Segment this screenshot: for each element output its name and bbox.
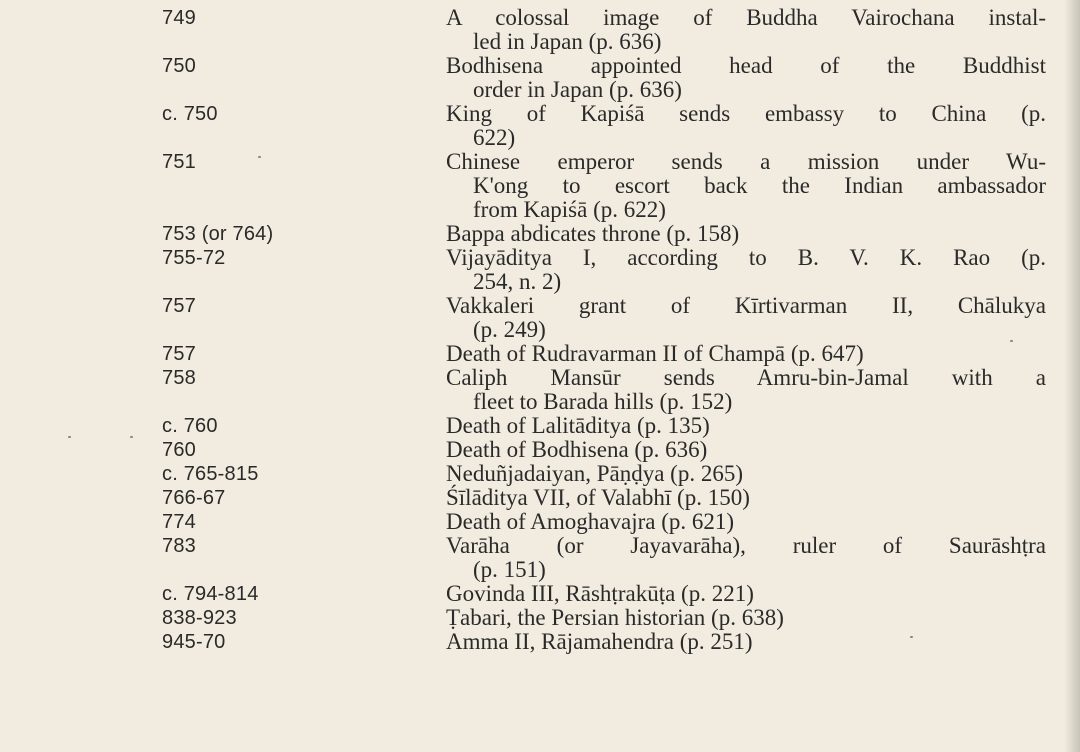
entry-date: 945-70 xyxy=(162,631,226,653)
entry-event-line: Bodhisena appointed head of the Buddhist xyxy=(446,53,1046,78)
entry-event xyxy=(446,462,1046,486)
entry-date: c. 760 xyxy=(162,415,218,437)
paper-speck xyxy=(68,436,71,438)
entry-date: 774 xyxy=(162,511,196,533)
entry-event-line: fleet to Barada hills (p. 152) xyxy=(473,389,733,414)
entry-event-line: Govinda III, Rāshṭrakūṭa (p. 221) xyxy=(446,581,754,606)
entry-event xyxy=(446,510,1046,534)
entry-event xyxy=(446,630,1046,654)
entry-date: c. 750 xyxy=(162,103,218,125)
entry-event-line: Death of Lalitāditya (p. 135) xyxy=(446,413,710,438)
chronology-entry xyxy=(162,342,1052,366)
chronology-entry xyxy=(162,222,1052,246)
entry-event-line: 254, n. 2) xyxy=(473,269,562,294)
entry-event xyxy=(446,102,1046,150)
chronology-entry xyxy=(162,414,1052,438)
chronology-entry xyxy=(162,630,1052,654)
entry-event-line: led in Japan (p. 636) xyxy=(473,29,662,54)
entry-event xyxy=(446,438,1046,462)
entry-event-line: Chinese emperor sends a mission under Wu- xyxy=(446,149,1046,174)
paper-speck xyxy=(258,156,261,158)
entry-date: 757 xyxy=(162,295,196,317)
entry-event-line: Death of Rudravarman II of Champā (p. 647) xyxy=(446,341,864,366)
entry-date: 755-72 xyxy=(162,247,226,269)
entry-event xyxy=(446,294,1046,342)
chronology-entry xyxy=(162,246,1052,294)
entry-event xyxy=(446,54,1046,102)
chronology-entry xyxy=(162,6,1052,54)
entry-date: 783 xyxy=(162,535,196,557)
entry-event-line: (p. 151) xyxy=(473,557,546,582)
entry-event xyxy=(446,150,1046,222)
entry-event xyxy=(446,414,1046,438)
entry-date: 758 xyxy=(162,367,196,389)
entry-date: 757 xyxy=(162,343,196,365)
entry-event xyxy=(446,366,1046,414)
chronology-entry xyxy=(162,606,1052,630)
entry-date: 760 xyxy=(162,439,196,461)
entry-event-line: King of Kapiśā sends embassy to China (p. xyxy=(446,101,1046,126)
chronology-entry xyxy=(162,582,1052,606)
entry-event-line: Śīlāditya VII, of Valabhī (p. 150) xyxy=(446,485,750,510)
entry-event-line: Bappa abdicates throne (p. 158) xyxy=(446,221,740,246)
paper-speck xyxy=(1010,340,1013,342)
page-binding-shadow xyxy=(1064,0,1080,752)
entry-date: 749 xyxy=(162,7,196,29)
entry-event xyxy=(446,486,1046,510)
entry-event-line: Caliph Mansūr sends Amru-bin-Jamal with a xyxy=(446,365,1046,390)
chronology-entry xyxy=(162,54,1052,102)
entry-date: 753 (or 764) xyxy=(162,223,274,245)
entry-event xyxy=(446,222,1046,246)
entry-event-line: (p. 249) xyxy=(473,317,546,342)
chronology-entry xyxy=(162,534,1052,582)
entry-event xyxy=(446,342,1046,366)
chronology-entry xyxy=(162,150,1052,222)
entry-event xyxy=(446,6,1046,54)
entry-event-line: Death of Amoghavajra (p. 621) xyxy=(446,509,735,534)
entry-event xyxy=(446,582,1046,606)
chronology-entry xyxy=(162,366,1052,414)
paper-speck xyxy=(130,436,133,438)
entry-event xyxy=(446,534,1046,582)
entry-date: 751 xyxy=(162,151,196,173)
entry-event-line: Vijayāditya I, according to B. V. K. Rao (p. xyxy=(446,245,1046,270)
entry-event-line: K'ong to escort back the Indian ambassador xyxy=(473,173,1046,198)
entry-event-line: Amma II, Rājamahendra (p. 251) xyxy=(446,629,753,654)
chronology-entry xyxy=(162,462,1052,486)
entry-event-line: 622) xyxy=(473,125,516,150)
entry-date: 838-923 xyxy=(162,607,237,629)
paper-speck xyxy=(910,636,913,638)
entry-date: c. 794-814 xyxy=(162,583,259,605)
chronology-entry xyxy=(162,294,1052,342)
chronology-entry xyxy=(162,438,1052,462)
chronology-entry xyxy=(162,510,1052,534)
entry-event xyxy=(446,606,1046,630)
entry-event-line: order in Japan (p. 636) xyxy=(473,77,682,102)
entry-event-line: Varāha (or Jayavarāha), ruler of Saurāshṭra xyxy=(446,533,1046,558)
chronology-entry xyxy=(162,102,1052,150)
entry-date: 766-67 xyxy=(162,487,226,509)
entry-event-line: Death of Bodhisena (p. 636) xyxy=(446,437,708,462)
entry-event-line: Neduñjadaiyan, Pāṇḍya (p. 265) xyxy=(446,461,744,486)
entry-date: c. 765-815 xyxy=(162,463,259,485)
chronology-list xyxy=(162,6,1052,654)
entry-date: 750 xyxy=(162,55,196,77)
chronology-entry xyxy=(162,486,1052,510)
entry-event-line: Ṭabari, the Persian historian (p. 638) xyxy=(446,605,784,630)
entry-event-line: Vakkaleri grant of Kīrtivarman II, Chālukya xyxy=(446,293,1046,318)
entry-event xyxy=(446,246,1046,294)
entry-event-line: A colossal image of Buddha Vairochana instal- xyxy=(446,5,1046,30)
entry-event-line: from Kapiśā (p. 622) xyxy=(473,197,666,222)
